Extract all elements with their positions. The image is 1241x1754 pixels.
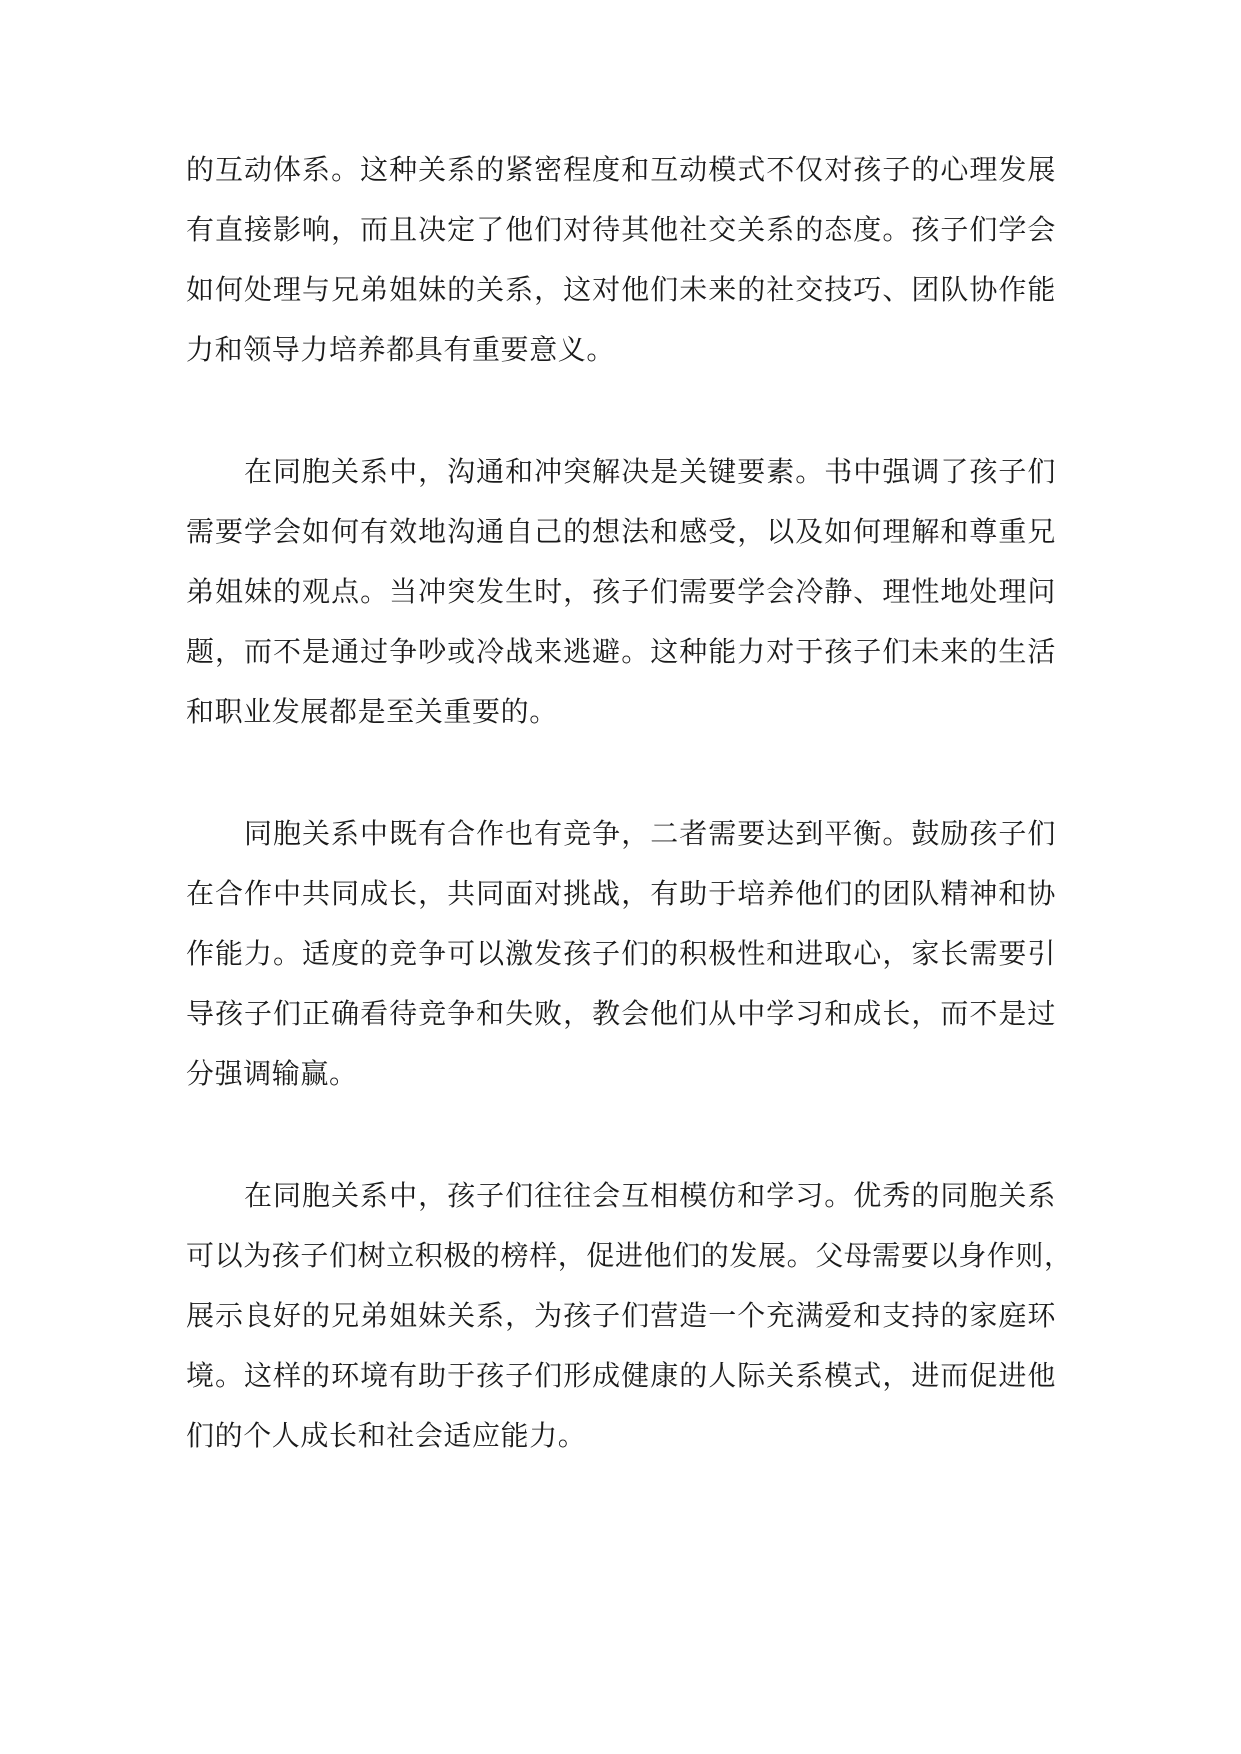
text-line: 作能力。适度的竞争可以激发孩子们的积极性和进取心，家长需要引 — [186, 937, 1056, 970]
paragraph-spacer — [186, 742, 1056, 804]
text-line: 如何处理与兄弟姐妹的关系，这对他们未来的社交技巧、团队协作能 — [186, 273, 1056, 306]
text-line: 在合作中共同成长，共同面对挑战，有助于培养他们的团队精神和协 — [186, 877, 1056, 910]
text-line: 导孩子们正确看待竞争和失败，教会他们从中学习和成长，而不是过 — [186, 997, 1056, 1030]
text-line: 力和领导力培养都具有重要意义。 — [186, 333, 616, 366]
text-line: 和职业发展都是至关重要的。 — [186, 695, 558, 728]
text-line: 展示良好的兄弟姐妹关系，为孩子们营造一个充满爱和支持的家庭环 — [186, 1299, 1056, 1332]
paragraph-1 — [186, 140, 1056, 380]
text-line: 境。这样的环境有助于孩子们形成健康的人际关系模式，进而促进他 — [186, 1359, 1056, 1392]
text-line: 的互动体系。这种关系的紧密程度和互动模式不仅对孩子的心理发展 — [186, 153, 1056, 186]
paragraph-spacer — [186, 1104, 1056, 1166]
text-line: 可以为孩子们树立积极的榜样，促进他们的发展。父母需要以身作则， — [186, 1239, 1073, 1272]
paragraph-4 — [186, 1166, 1073, 1466]
text-line: 在同胞关系中，沟通和冲突解决是关键要素。书中强调了孩子们 — [244, 455, 1056, 488]
text-line: 在同胞关系中，孩子们往往会互相模仿和学习。优秀的同胞关系 — [244, 1179, 1056, 1212]
text-line: 分强调输赢。 — [186, 1057, 358, 1090]
paragraph-spacer — [186, 380, 1056, 442]
paragraph-3 — [186, 804, 1056, 1104]
text-line: 有直接影响，而且决定了他们对待其他社交关系的态度。孩子们学会 — [186, 213, 1056, 246]
paragraph-2 — [186, 442, 1056, 742]
text-line: 需要学会如何有效地沟通自己的想法和感受，以及如何理解和尊重兄 — [186, 515, 1056, 548]
text-line: 题，而不是通过争吵或冷战来逃避。这种能力对于孩子们未来的生活 — [186, 635, 1056, 668]
text-line: 弟姐妹的观点。当冲突发生时，孩子们需要学会冷静、理性地处理问 — [186, 575, 1056, 608]
text-line: 同胞关系中既有合作也有竞争，二者需要达到平衡。鼓励孩子们 — [244, 817, 1056, 850]
text-line: 们的个人成长和社会适应能力。 — [186, 1419, 587, 1452]
body-text — [186, 140, 1073, 1466]
